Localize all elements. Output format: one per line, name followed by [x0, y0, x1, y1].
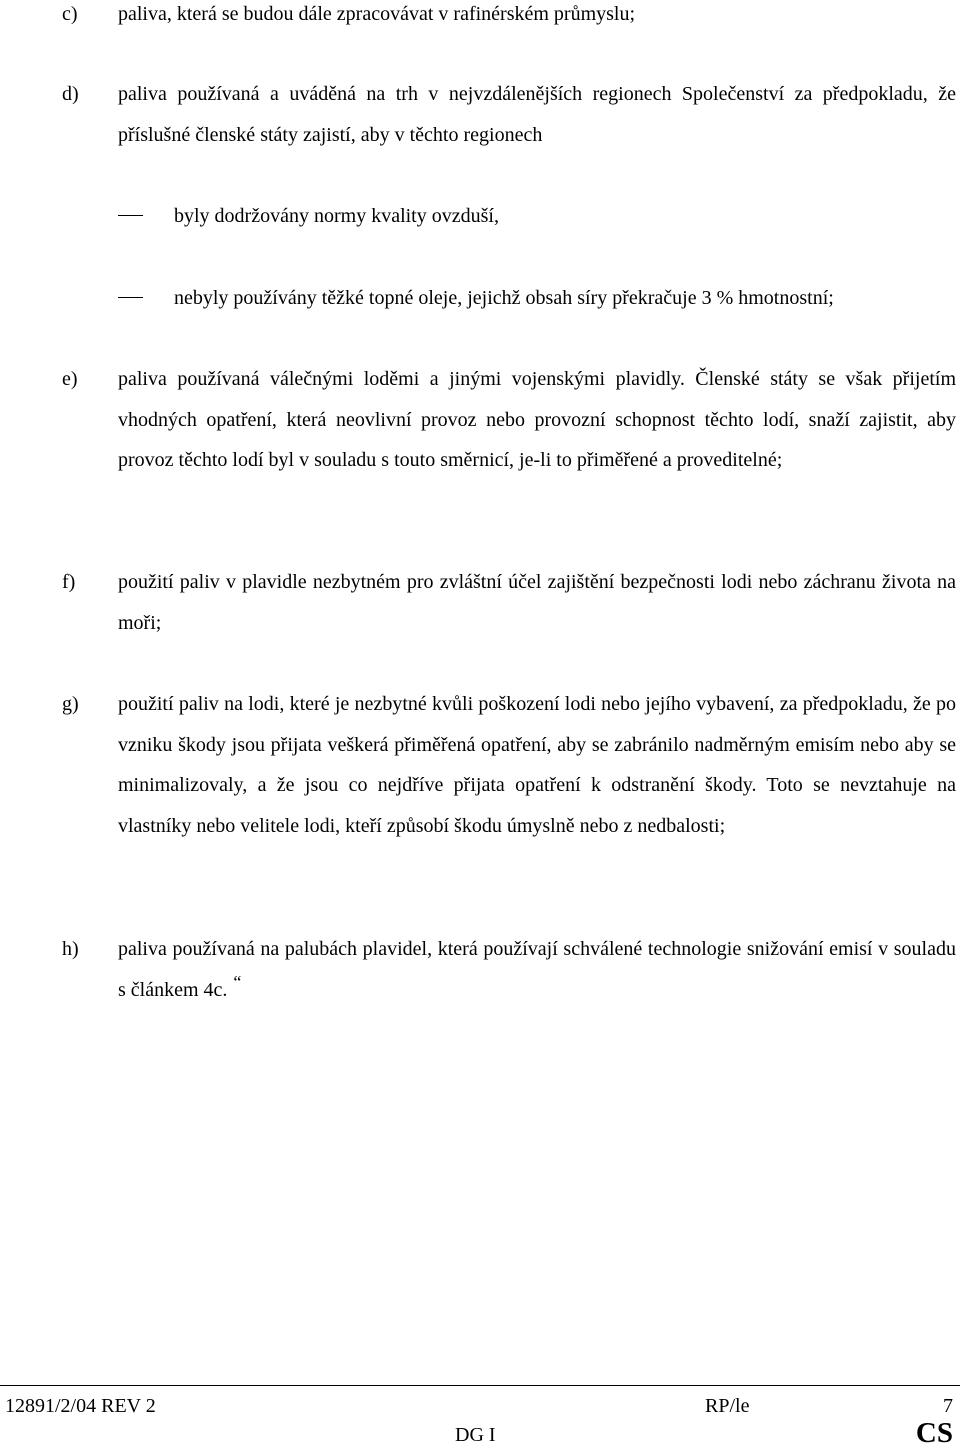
list-marker: e) — [62, 368, 78, 390]
list-marker: c) — [62, 3, 78, 25]
list-item-h — [0, 929, 960, 1011]
list-item-text: paliva používaná válečnými loděmi a jinými vojenskými plavidly. Členské státy se však přijetím vhodných opatření, která neovlivní provoz nebo provozní schopnost těchto lodí, snaží zajistit, aby provoz těchto lodí byl v souladu s touto směrnicí, je-li to přiměřené a proveditelné; — [118, 368, 956, 472]
list-item-text: paliva používaná a uváděná na trh v nejvzdálenějších regionech Společenství za předpokladu, že příslušné členské státy zajistí, aby v těchto regionech — [118, 83, 956, 146]
list-item-c — [0, 0, 960, 35]
list-item-f — [0, 562, 960, 644]
footer-language-code: CS — [915, 1417, 953, 1449]
list-item-g — [0, 684, 960, 888]
list-marker: g) — [62, 693, 79, 715]
dash-item — [0, 196, 960, 237]
footer-rule — [0, 1385, 960, 1386]
list-item-text: použití paliv v plavidle nezbytném pro zvláštní účel zajištění bezpečnosti lodi nebo záchranu života na moři; — [118, 571, 956, 634]
footer-initials: RP/le — [705, 1395, 750, 1417]
list-item-text: paliva, která se budou dále zpracovávat v rafinérském průmyslu; — [118, 3, 636, 25]
dash-item — [0, 278, 960, 319]
dash-item-text: nebyly používány těžké topné oleje, jejichž obsah síry překračuje 3 % hmotnostní; — [174, 287, 834, 309]
list-item-e — [0, 359, 960, 522]
footer-page-number: 7 — [943, 1395, 953, 1417]
list-item-text-wrapper: paliva používaná na palubách plavidel, která používají schválené technologie snižování emisí v souladu s článkem 4c. “ — [118, 938, 956, 1001]
footer-dg: DG I — [455, 1424, 496, 1446]
list-marker: d) — [62, 83, 79, 105]
dash-marker — [118, 297, 143, 298]
list-marker: f) — [62, 571, 76, 593]
list-item-text: paliva používaná na palubách plavidel, která používají schválené technologie snižování emisí v souladu s článkem 4c. — [118, 938, 956, 1001]
footer-doc-ref: 12891/2/04 REV 2 — [5, 1395, 156, 1417]
dash-marker — [118, 215, 143, 216]
list-item-d — [0, 74, 960, 156]
list-item-text: použití paliv na lodi, které je nezbytné kvůli poškození lodi nebo jejího vybavení, za předpokladu, že po vzniku škody jsou přijata veškerá přiměřená opatření, aby se zabránilo nadměrným emisím nebo aby se minimalizovaly, a že jsou co nejdříve přijata opatření k odstranění škody. Toto se nevztahuje na vlastníky nebo velitele lodi, kteří způsobí škodu úmyslně nebo z nedbalosti; — [118, 693, 956, 838]
list-marker: h) — [62, 938, 79, 960]
dash-item-text: byly dodržovány normy kvality ovzduší, — [174, 205, 499, 227]
